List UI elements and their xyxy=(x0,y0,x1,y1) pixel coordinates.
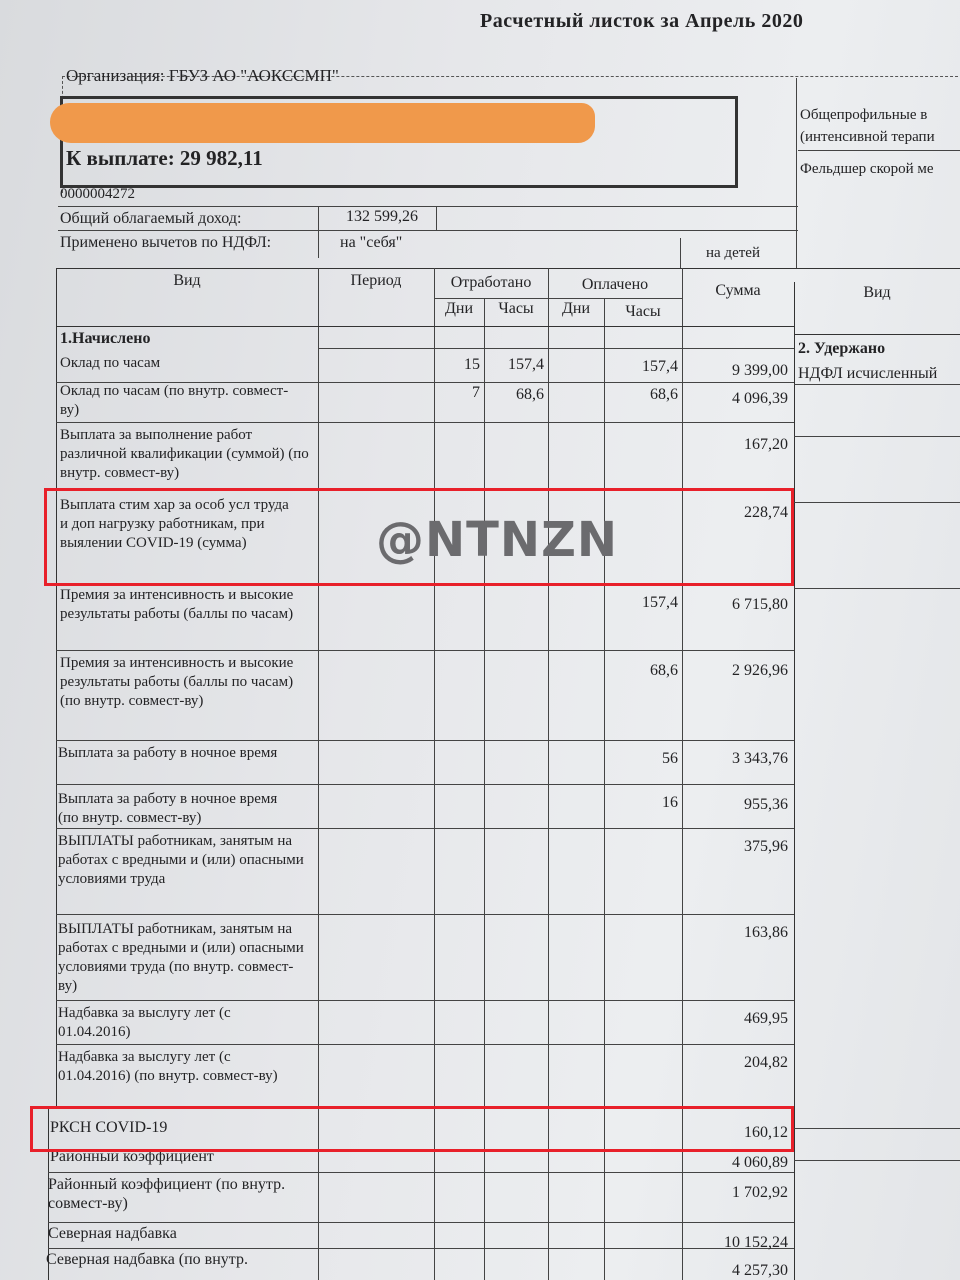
withheld-ndfl: НДФЛ исчисленный xyxy=(798,365,938,382)
column-worked: Отработано xyxy=(450,274,532,291)
row-label: Северная надбавка (по внутр. xyxy=(46,1251,248,1268)
watermark: @NTNZN xyxy=(376,512,619,568)
highlight-rksn-covid-row xyxy=(30,1106,794,1152)
row-label: Северная надбавка xyxy=(48,1225,177,1242)
row-sum: 3 343,76 xyxy=(732,750,788,767)
column-paid-days: Дни xyxy=(561,300,591,317)
row-sum: 955,36 xyxy=(744,796,788,813)
row-paid-hours: 157,4 xyxy=(642,594,678,611)
row-sum: 10 152,24 xyxy=(724,1234,788,1251)
row-sum: 160,12 xyxy=(744,1124,788,1141)
row-sum: 167,20 xyxy=(744,436,788,453)
row-label: Районный коэффициент xyxy=(50,1148,214,1165)
row-sum: 469,95 xyxy=(744,1010,788,1027)
column-period: Период xyxy=(350,272,402,289)
column-paid-hours: Часы xyxy=(625,303,661,320)
column-worked-hours: Часы xyxy=(498,300,534,317)
row-paid-hours: 68,6 xyxy=(650,662,678,679)
column-vid: Вид xyxy=(173,272,201,289)
row-label: ВЫПЛАТЫ работникам, занятым на работах с вредными и (или) опасными условиями труда xyxy=(58,833,304,887)
row-label: Надбавка за выслугу лет (с 01.04.2016) xyxy=(58,1005,231,1040)
row-sum: 1 702,92 xyxy=(732,1184,788,1201)
row-days: 7 xyxy=(472,384,480,401)
employee-id: 0000004272 xyxy=(60,186,135,202)
row-label: Выплата за работу в ночное время (по внутр. совмест-ву) xyxy=(58,791,278,826)
row-sum: 4 096,39 xyxy=(732,390,788,407)
row-sum: 4 257,30 xyxy=(732,1262,788,1279)
taxable-income-label: Общий облагаемый доход: xyxy=(60,210,242,227)
header-divider xyxy=(796,78,797,268)
row-sum: 163,86 xyxy=(744,924,788,941)
row-sum: 375,96 xyxy=(744,838,788,855)
row-label: Выплата за работу в ночное время xyxy=(58,745,278,761)
column-sum: Сумма xyxy=(715,282,761,299)
column-vid-right: Вид xyxy=(863,284,891,301)
row-label: Районный коэффициент (по внутр. совмест-ву) xyxy=(48,1176,286,1212)
row-paid-hours: 16 xyxy=(662,794,678,811)
row-label: Выплата за выполнение работ различной квалификации (суммой) (по внутр. совмест-ву) xyxy=(60,427,309,481)
row-label: Премия за интенсивность и высокие результаты работы (баллы по часам) (по внутр. совмест-ву) xyxy=(60,655,294,709)
row-label: Оклад по часам (по внутр. совмест-ву) xyxy=(60,383,289,418)
column-paid: Оплачено xyxy=(581,276,649,293)
row-sum: 6 715,80 xyxy=(732,596,788,613)
row-sum: 2 926,96 xyxy=(732,662,788,679)
row-days: 15 xyxy=(464,356,480,373)
row-label: ВЫПЛАТЫ работникам, занятым на работах с вредными и (или) опасными условиями труда (по внутр. совмест-ву) xyxy=(58,921,304,994)
organization-label: Организация: ГБУЗ АО "АОКССМП" xyxy=(66,66,339,85)
section-withheld: 2. Удержано xyxy=(798,340,886,357)
deductions-children: на детей xyxy=(706,245,760,261)
row-paid-hours: 157,4 xyxy=(642,358,678,375)
row-sum: 228,74 xyxy=(744,504,788,521)
position-line-3: Фельдшер скорой ме xyxy=(800,161,934,177)
row-label: Премия за интенсивность и высокие результаты работы (баллы по часам) xyxy=(60,587,294,622)
row-label: Надбавка за выслугу лет (с 01.04.2016) (по внутр. совмест-ву) xyxy=(58,1049,278,1084)
deductions-self: на "себя" xyxy=(340,234,403,251)
position-line-2: (интенсивной терапи xyxy=(800,129,935,145)
row-paid-hours: 68,6 xyxy=(650,386,678,403)
row-hours: 68,6 xyxy=(516,386,544,403)
redacted-name xyxy=(50,103,595,143)
row-sum: 9 399,00 xyxy=(732,362,788,379)
row-sum: 204,82 xyxy=(744,1054,788,1071)
row-label: Выплата стим хар за особ усл труда и доп нагрузку работникам, при выялении COVID-19 (сумма) xyxy=(60,497,289,551)
taxable-income-value: 132 599,26 xyxy=(346,208,418,225)
row-label: Оклад по часам xyxy=(60,355,161,371)
payout-amount: К выплате: 29 982,11 xyxy=(66,146,263,170)
row-hours: 157,4 xyxy=(508,356,544,373)
position-line-1: Общепрофильные в xyxy=(800,107,928,123)
row-sum: 4 060,89 xyxy=(732,1154,788,1171)
section-accrued: 1.Начислено xyxy=(60,330,151,347)
row-paid-hours: 56 xyxy=(662,750,678,767)
column-worked-days: Дни xyxy=(444,300,474,317)
page-title: Расчетный листок за Апрель 2020 xyxy=(480,10,804,32)
deductions-label: Применено вычетов по НДФЛ: xyxy=(60,234,272,251)
row-label: РКСН COVID-19 xyxy=(50,1119,168,1136)
